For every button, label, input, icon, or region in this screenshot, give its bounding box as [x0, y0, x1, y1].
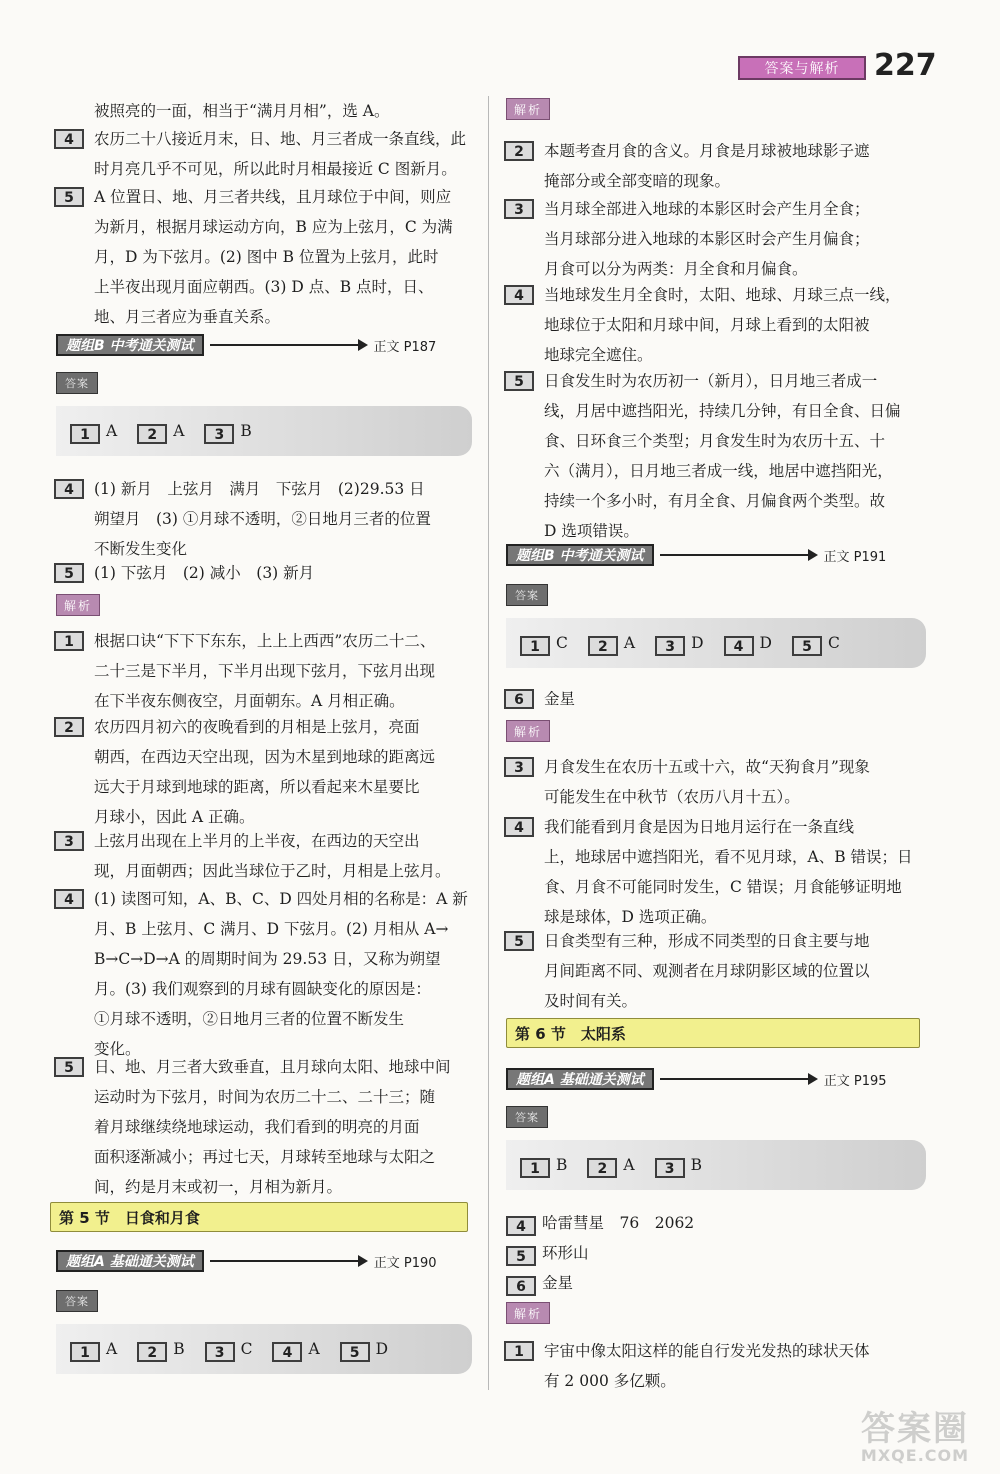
text-line: 着月球继续绕地球运动，我们看到的明亮的月面 — [94, 1118, 420, 1136]
text-line: 食、月食不可能同时发生，C 错误；月食能够证明地 — [544, 878, 902, 896]
mc-answer: D — [691, 634, 704, 652]
group-b-banner — [56, 332, 436, 358]
answer-tag: 答案 — [506, 1106, 548, 1128]
question-number: 5 — [504, 931, 534, 951]
text-line: 宇宙中像太阳这样的能自行发光发热的球状天体 — [544, 1342, 870, 1360]
text-line: 日食类型有三种，形成不同类型的日食主要与地 — [544, 932, 870, 950]
mc-answers — [56, 406, 472, 456]
page-number: 227 — [874, 48, 937, 83]
question-number: 5 — [506, 1246, 536, 1266]
mc-answer: D — [375, 1340, 389, 1358]
question-number: 3 — [205, 1342, 235, 1362]
mc-answer: C — [827, 634, 840, 652]
answer-tag: 答案 — [56, 1290, 98, 1312]
question-number: 4 — [506, 1216, 536, 1236]
group-b-banner — [506, 542, 886, 568]
analysis-r3 — [506, 194, 870, 284]
question-number: 4 — [504, 285, 534, 305]
question-number: 2 — [587, 1158, 617, 1178]
question-number: 1 — [54, 631, 84, 651]
analysis-b3 — [506, 752, 870, 812]
text-line: 哈雷彗星 76 2062 — [542, 1214, 695, 1232]
mc-answer: B — [173, 1340, 185, 1358]
text-line: 农历四月初六的夜晚看到的月相是上弦月，亮面 — [94, 718, 420, 736]
question-number: 5 — [792, 636, 822, 656]
text-line: 地球位于太阳和月球中间，月球上看到的太阳被 — [544, 316, 870, 334]
section-tag: 答案与解析 — [738, 56, 866, 80]
text-line: 变化。 — [94, 1040, 141, 1058]
mc-answer: B — [690, 1156, 702, 1174]
text-line: 月、B 上弦月、C 满月、D 下弦月。(2) 月相从 A→ — [94, 920, 449, 938]
text-line: 我们能看到月食是因为日地月运行在一条直线 — [544, 818, 855, 836]
text-line: 月。(3) 我们观察到的月球有圆缺变化的原因是： — [94, 980, 431, 998]
text-line: 被照亮的一面，相当于“满月月相”，选 A。 — [94, 102, 390, 120]
text-line: 当地球发生月全食时，太阳、地球、月球三点一线， — [544, 286, 901, 304]
question-number: 1 — [504, 1341, 534, 1361]
question-number: 5 — [54, 1057, 84, 1077]
text-line: 地、月三者应为垂直关系。 — [94, 308, 281, 326]
text-line: 在下半夜东侧夜空，月面朝东。A 月相正确。 — [94, 692, 405, 710]
group-label: 题组A 基础通关测试 — [56, 1250, 204, 1272]
mc-answer: B — [556, 1156, 568, 1174]
text-line: 朝西，在西边天空出现，因为木星到地球的距离远 — [94, 748, 436, 766]
group-label: 题组B 中考通关测试 — [506, 544, 654, 566]
mc-answer: B — [240, 422, 252, 440]
text-line: 朔望月 (3) ①月球不透明，②日地月三者的位置 — [94, 510, 431, 528]
text-line: 及时间有关。 — [544, 992, 638, 1010]
text-line: 上弦月出现在上半月的上半夜，在西边的天空出 — [94, 832, 420, 850]
text-line: 日食发生时为农历初一（新月），日月地三者成一 — [544, 372, 878, 390]
text-line: 食、日环食三个类型；月食发生时为农历十五、十 — [544, 432, 886, 450]
text-line: 现，月面朝西；因此当球位于乙时，月相是上弦月。 — [94, 862, 451, 880]
question-number: 3 — [54, 831, 84, 851]
question-number: 4 — [54, 889, 84, 909]
text-line: 金星 — [544, 690, 576, 708]
text-line: A 位置日、地、月三者共线，且月球位于中间，则应 — [94, 188, 452, 206]
text-line: 金星 — [542, 1274, 574, 1292]
text-line: D 选项错误。 — [544, 522, 639, 540]
analysis-a4 — [56, 884, 468, 1064]
question-number: 2 — [504, 141, 534, 161]
watermark-logo — [860, 1409, 970, 1465]
mc-answer: A — [173, 422, 185, 440]
group-a-banner — [56, 1248, 437, 1274]
mc-item — [520, 633, 568, 653]
arrow-icon — [210, 344, 360, 346]
mc-item — [137, 421, 184, 441]
text-line: 农历二十八接近月末，日、地、月三者成一条直线，此 — [94, 130, 467, 148]
analysis-c1 — [506, 1336, 870, 1396]
mc-answers — [56, 1324, 472, 1374]
analysis-tag: 解析 — [506, 720, 550, 742]
question-number: 4 — [54, 479, 84, 499]
mc-item — [137, 1339, 184, 1359]
page-reference: 正文 P187 — [373, 339, 437, 355]
question-number: 4 — [54, 129, 84, 149]
page-reference: 正文 P190 — [373, 1255, 437, 1271]
analysis-r4 — [506, 280, 901, 370]
mc-answers — [506, 1140, 926, 1190]
mc-item — [655, 633, 703, 653]
page-reference: 正文 P195 — [823, 1073, 887, 1089]
question-number: 2 — [588, 636, 618, 656]
mc-item — [340, 1339, 388, 1359]
text-line: 间，约是月末或初一，月相为新月。 — [94, 1178, 343, 1196]
mc-answer: D — [759, 634, 772, 652]
analysis-r5 — [506, 366, 901, 546]
watermark-text: 答案圈 — [861, 1409, 969, 1449]
mc-answer: A — [106, 1340, 118, 1358]
analysis-a5 — [56, 1052, 451, 1202]
text-line: 为新月，根据月球运动方向，B 应为上弦月，C 为满 — [94, 218, 453, 236]
intro-line — [94, 96, 389, 126]
text-line: 时月亮几乎不可见，所以此时月相最接近 C 图新月。 — [94, 160, 457, 178]
fill-q4 — [506, 1208, 694, 1238]
text-line: 根据口诀“下下下东东，上上上西西”农历二十二、 — [94, 632, 436, 650]
question-number: 3 — [655, 636, 685, 656]
question-number: 2 — [137, 424, 167, 444]
answer-tag: 答案 — [56, 372, 98, 394]
question-number: 4 — [724, 636, 754, 656]
text-line: 六（满月），日月地三者成一线，地居中遮挡阳光， — [544, 462, 893, 480]
text-line: 远大于月球到地球的距离，所以看起来木星要比 — [94, 778, 420, 796]
text-line: (1) 读图可知，A、B、C、D 四处月相的名称是：A 新 — [94, 890, 468, 908]
mc-item — [655, 1155, 702, 1175]
analysis-tag: 解析 — [56, 594, 100, 616]
question-number: 2 — [137, 1342, 167, 1362]
text-line: 上，地球居中遮挡阳光，看不见月球，A、B 错误；日 — [544, 848, 913, 866]
question-number: 3 — [504, 199, 534, 219]
arrow-icon — [660, 1078, 810, 1080]
analysis-b4 — [506, 812, 913, 932]
text-line: 月，D 为下弦月。(2) 图中 B 位置为上弦月，此时 — [94, 248, 439, 266]
text-line: 月食可以分为两类：月全食和月偏食。 — [544, 260, 808, 278]
mc-item — [204, 421, 251, 441]
analysis-tag: 解析 — [506, 1302, 550, 1324]
mc-answer: A — [623, 1156, 635, 1174]
answer-q4 — [56, 124, 466, 184]
fill-q5 — [56, 558, 314, 588]
mc-item — [724, 633, 772, 653]
fill-q6 — [506, 1268, 573, 1298]
text-line: 球是球体，D 选项正确。 — [544, 908, 717, 926]
section-5-title: 第 5 节 日食和月食 — [50, 1202, 468, 1232]
mc-answer: C — [240, 1340, 253, 1358]
question-number: 3 — [504, 757, 534, 777]
mc-answer: C — [556, 634, 568, 652]
text-line: 有 2 000 多亿颗。 — [544, 1372, 676, 1390]
mc-item — [70, 421, 117, 441]
analysis-a3 — [56, 826, 451, 886]
text-line: 月食发生在农历十五或十六，故“天狗食月”现象 — [544, 758, 870, 776]
column-divider — [488, 96, 489, 1390]
question-number: 1 — [70, 1342, 100, 1362]
text-line: 月球小，因此 A 正确。 — [94, 808, 255, 826]
question-number: 5 — [54, 187, 84, 207]
text-line: 可能发生在中秋节（农历八月十五）。 — [544, 788, 800, 806]
analysis-b5 — [506, 926, 870, 1016]
mc-answer: A — [308, 1340, 320, 1358]
question-number: 5 — [504, 371, 534, 391]
analysis-a2 — [56, 712, 435, 832]
text-line: 地球完全遮住。 — [544, 346, 653, 364]
arrow-icon — [660, 554, 810, 556]
mc-item — [272, 1339, 319, 1359]
fill-q5 — [506, 1238, 589, 1268]
text-line: ①月球不透明，②日地月三者的位置不断发生 — [94, 1010, 405, 1028]
fill-q6 — [506, 684, 575, 714]
question-number: 3 — [204, 424, 234, 444]
mc-item — [520, 1155, 567, 1175]
text-line: (1) 新月 上弦月 满月 下弦月 (2)29.53 日 — [94, 480, 425, 498]
text-line: 当月球全部进入地球的本影区时会产生月全食； — [544, 200, 870, 218]
question-number: 1 — [520, 1158, 550, 1178]
mc-item — [588, 633, 635, 653]
text-line: 不断发生变化 — [94, 540, 188, 558]
question-number: 2 — [54, 717, 84, 737]
text-line: 持续一个多小时，有月全食、月偏食两个类型。故 — [544, 492, 886, 510]
text-line: (1) 下弦月 (2) 减小 (3) 新月 — [94, 564, 315, 582]
mc-item — [792, 633, 840, 653]
group-label: 题组B 中考通关测试 — [56, 334, 204, 356]
text-line: 线，月居中遮挡阳光，持续几分钟，有日全食、日偏 — [544, 402, 901, 420]
mc-item — [587, 1155, 634, 1175]
answer-tag: 答案 — [506, 584, 548, 606]
text-line: 当月球部分进入地球的本影区时会产生月偏食； — [544, 230, 870, 248]
question-number: 6 — [504, 689, 534, 709]
text-line: 环形山 — [542, 1244, 589, 1262]
text-line: 本题考查月食的含义。月食是月球被地球影子遮 — [544, 142, 870, 160]
text-line: 上半夜出现月面应朝西。(3) D 点、B 点时，日、 — [94, 278, 434, 296]
text-line: 月间距离不同、观测者在月球阴影区域的位置以 — [544, 962, 870, 980]
text-line: 日、地、月三者大致垂直，且月球向太阳、地球中间 — [94, 1058, 451, 1076]
question-number: 5 — [54, 563, 84, 583]
text-line: B→C→D→A 的周期时间为 29.53 日，又称为朔望 — [94, 950, 441, 968]
text-line: 二十三是下半月，下半月出现下弦月，下弦月出现 — [94, 662, 436, 680]
question-number: 4 — [272, 1342, 302, 1362]
question-number: 4 — [504, 817, 534, 837]
mc-item — [205, 1339, 253, 1359]
mc-item — [70, 1339, 117, 1359]
mc-answers — [506, 618, 926, 668]
analysis-r2 — [506, 136, 870, 196]
watermark-url: MXQE.COM — [860, 1446, 970, 1465]
question-number: 1 — [520, 636, 550, 656]
analysis-a1 — [56, 626, 435, 716]
page-reference: 正文 P191 — [823, 549, 887, 565]
fill-q4 — [56, 474, 431, 564]
question-number: 3 — [655, 1158, 685, 1178]
analysis-tag: 解析 — [506, 98, 550, 120]
text-line: 运动时为下弦月，时间为农历二十二、二十三；随 — [94, 1088, 436, 1106]
text-line: 掩部分或全部变暗的现象。 — [544, 172, 731, 190]
section-6-title: 第 6 节 太阳系 — [506, 1018, 920, 1048]
answer-q5 — [56, 182, 453, 332]
mc-answer: A — [106, 422, 118, 440]
group-label: 题组A 基础通关测试 — [506, 1068, 654, 1090]
question-number: 6 — [506, 1276, 536, 1296]
question-number: 5 — [340, 1342, 370, 1362]
arrow-icon — [210, 1260, 360, 1262]
text-line: 面积逐渐减小；再过七天，月球转至地球与太阳之 — [94, 1148, 436, 1166]
question-number: 1 — [70, 424, 100, 444]
group-a-banner — [506, 1066, 887, 1092]
mc-answer: A — [623, 634, 636, 652]
